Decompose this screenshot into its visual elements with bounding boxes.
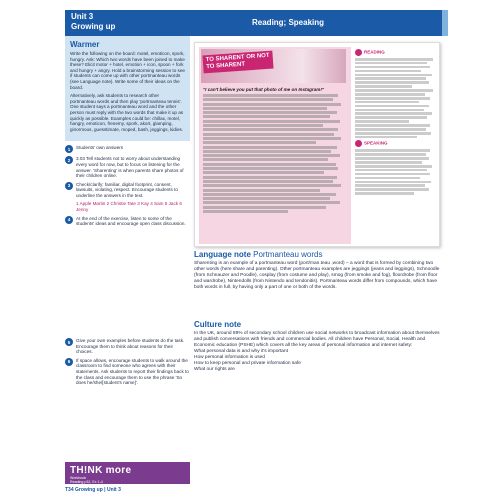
text-line [355,124,430,127]
text-line [355,161,422,164]
step-item [65,338,190,355]
language-note [194,250,442,291]
think-more-reference: Reading p32, Ex 1-4 [70,480,103,485]
text-line [355,184,425,187]
text-line [203,128,338,131]
think-more-title: TH!NK more [70,465,132,476]
unit-banner [65,10,190,36]
text-line [355,97,430,100]
text-line [355,66,430,69]
text-line [355,74,432,77]
text-line [203,176,337,179]
text-line [203,158,328,161]
text-line [355,112,432,115]
think-more-workbook: Workbook [70,476,87,480]
culture-note-item: What personal data is and why it's important [194,349,288,354]
culture-note-text: In the UK, around 89% of secondary school children use social networks to broadcast information about themselves and publish conversations with friends and commercial bodies. All children have Personal, Social, Health and Economic education (PSHE) which covers all the key areas of personal information and internet safety: [194,331,440,348]
text-line [203,180,333,183]
text-line [203,133,334,136]
step-text: Check/clarify: familiar, digital footprint, consent, lawsuits, violating, respect. Encourage students to underline the answers in the text. [76,181,178,198]
text-line [355,85,412,88]
section-title: Reading; Speaking [252,18,325,27]
text-line [355,173,430,176]
text-line [203,197,330,200]
text-line [203,206,326,209]
step-number: 1 [65,145,73,153]
step-3-answers: 1 Apple Martin 2 Christie Tate 3 Kay 4 Sam 5 Jack 6 Jenny [76,201,182,213]
text-line [203,124,323,127]
text-line [355,149,430,152]
unit-title: Growing up [71,22,116,31]
language-note-subtitle: Portmanteau words [253,250,323,259]
text-line [203,184,341,187]
text-line [355,116,427,119]
text-line [355,81,429,84]
text-line [355,169,427,172]
culture-note [194,320,442,373]
step-number: 2 [65,156,73,164]
text-line [203,154,340,157]
article-quote: "I can't believe you put that photo of me on Instagram!" [203,87,325,92]
culture-note-title: Culture note [194,320,242,329]
text-line [355,58,433,61]
warmer-panel [65,36,190,141]
text-line [203,163,336,166]
text-line [203,171,324,174]
text-line [203,115,330,118]
text-line [203,103,341,106]
text-line [203,141,316,144]
text-line [355,136,417,139]
step-item [65,358,190,386]
text-line [355,120,409,123]
text-line [355,105,429,108]
text-line [355,181,431,184]
text-line [355,192,414,195]
warmer-paragraph-2: Alternatively, ask students to research other portmanteau words and then play 'portmanteau tennis'. One student says a portmanteau word and the other person must reply with the two words that make it up as quickly as possible. Examples could be: chillax, motel, hangry, emoticon, frenemy, spork, akort, glamping, ginormous, guesstimate, moped, bash, jeggings, kidies. [70,93,184,132]
step-item [65,156,190,178]
text-line [203,193,336,196]
step-number: 5 [65,338,73,346]
text-line [355,177,420,180]
text-line [355,157,429,160]
text-line [355,153,426,156]
step-number: 6 [65,358,73,366]
reading-heading: READING [355,49,437,56]
text-line [203,167,338,170]
text-line [355,128,426,131]
text-line [203,150,331,153]
text-line [203,111,337,114]
text-line [355,101,419,104]
text-line [203,189,320,192]
lower-steps [65,338,190,389]
step-text: Give your own examples before students do the task. Encourage them to think about reasons for their choices. [76,338,185,355]
text-line [355,62,427,65]
culture-note-item: What our rights are [194,367,235,372]
text-line [355,188,429,191]
text-line [355,93,425,96]
step-number: 4 [65,216,73,224]
text-line [355,70,421,73]
language-note-heading [194,250,442,259]
language-note-title: Language note [194,250,251,259]
warmer-paragraph-1: Write the following on the board: motel, emoticon, spork, hungry. Ask: Which two words have been joined to make these? Elicit motor + hotel, emotion + icon, spoon + fork and hungry + angry. Hold a brainstorming session to see if students can come up with other portmanteau words (see Language note). Write some of their ideas on the board. [70,51,185,90]
text-line [203,137,341,140]
text-line [203,107,327,110]
exercise-column [355,47,437,244]
step-item [65,216,190,227]
step-text: Students' own answers [76,145,124,151]
text-line [355,77,426,80]
think-more-box [65,462,190,484]
unit-label: Unit 3 [71,12,94,21]
edge-tab [442,10,448,36]
text-line [355,109,424,112]
article-title: TO SHARENT OR NOT TO SHARENT [202,51,273,74]
text-line [203,210,288,213]
text-line [203,201,340,204]
page-footer: T34 Growing up | Unit 3 [65,487,121,493]
culture-note-item: How to keep personal and private information safe [194,361,301,366]
speaking-icon [355,140,362,147]
left-column [65,10,190,230]
speaking-heading: SPEAKING [355,140,437,147]
language-note-text: Sharenting is an example of a portmanteau word (port/man.teau ,word) – a word that is formed by combining two other words (here share and parenting). Other portmanteau examples are jeggings (jeans and leggings), Schnoodle (from Schnauzer and Poodle), cosplay (from costume and play), smog (from smoke and fog), floordrobe (from floor and wardrobe), Nintendolls (from Nintendo and tendonitis). Portmanteau words differ from compounds, which have both words in full, by having only a part of one or both of the words. [194,261,440,290]
step-number: 3 [65,182,73,190]
text-line [203,98,333,101]
text-line [203,94,338,97]
warmer-title: Warmer [70,40,100,49]
text-line [355,132,431,135]
step-text: If space allows, encourage students to walk around the classroom to find someone who agrees with their statements. Ask students to report their findings back to the class and encourage them to use the phrase 'So does he/she/[student's name]'. [76,357,189,386]
article-body [203,87,344,214]
step-text: 3.03 Tell students not to worry about understanding every word for now, but to focus on listening for the answer. 'Sharenting' is when parents share photos of their children online. [76,156,184,179]
step-item [65,182,190,199]
warmer-text [70,51,185,132]
step-text: At the end of the exercise, listen to some of the students' ideas and encourage open class discussion. [76,215,186,227]
text-line [203,120,340,123]
text-line [355,89,433,92]
step-item [65,145,190,153]
student-page-thumbnail [194,42,440,247]
reading-icon [355,49,362,56]
section-header [190,10,442,36]
text-line [203,146,337,149]
exercise-steps [65,145,190,227]
culture-note-item: How personal information is used [194,355,265,360]
text-line [355,165,432,168]
